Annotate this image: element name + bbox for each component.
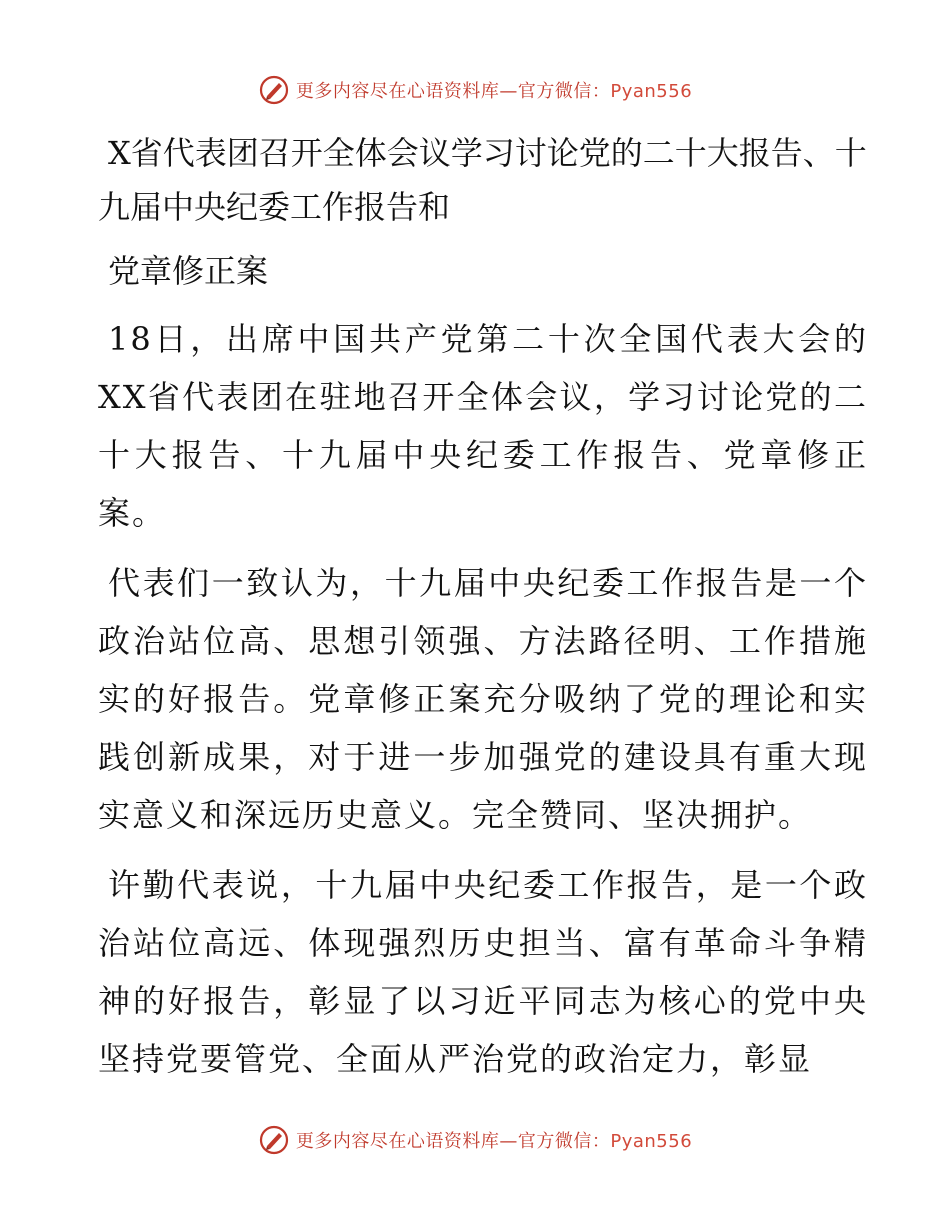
watermark-separator: — [499,1131,518,1152]
watermark-brand: 更多内容尽在心语资料库 [295,81,500,102]
paragraph-2: 代表们一致认为，十九届中央纪委工作报告是一个政治站位高、思想引领强、方法路径明、工作措施实的好报告。党章修正案充分吸纳了党的理论和实践创新成果，对于进一步加强党的建设具有重大现实意义和深远历史意义。完全赞同、坚决拥护。 [98,564,868,834]
quill-pen-seal-icon [258,1124,290,1156]
header-watermark [0,70,950,110]
watermark-label: 官方微信： [517,81,611,102]
paragraph-1: 18日，出席中国共产党第二十次全国代表大会的XX省代表团在驻地召开全体会议，学习讨论党的二十大报告、十九届中央纪委工作报告、党章修正案。 [98,320,868,532]
watermark-text [296,77,692,103]
document-title-continuation: 党章修正案 [108,252,269,290]
paragraph-3: 许勤代表说，十九届中央纪委工作报告，是一个政治站位高远、体现强烈历史担当、富有革命斗争精神的好报告，彰显了以习近平同志为核心的党中央坚持党要管党、全面从严治党的政治定力，彰显 [98,866,868,1078]
document-body [98,126,868,1088]
footer-watermark [0,1120,950,1160]
quill-pen-seal-icon [258,74,290,106]
document-title: X省代表团召开全体会议学习讨论党的二十大报告、十九届中央纪委工作报告和 [98,134,867,226]
watermark-handle: Pyan556 [610,1131,693,1152]
watermark-label: 官方微信： [517,1131,611,1152]
watermark-separator: — [499,81,518,102]
watermark-handle: Pyan556 [610,81,693,102]
watermark-brand: 更多内容尽在心语资料库 [295,1131,500,1152]
watermark-text [296,1127,692,1153]
